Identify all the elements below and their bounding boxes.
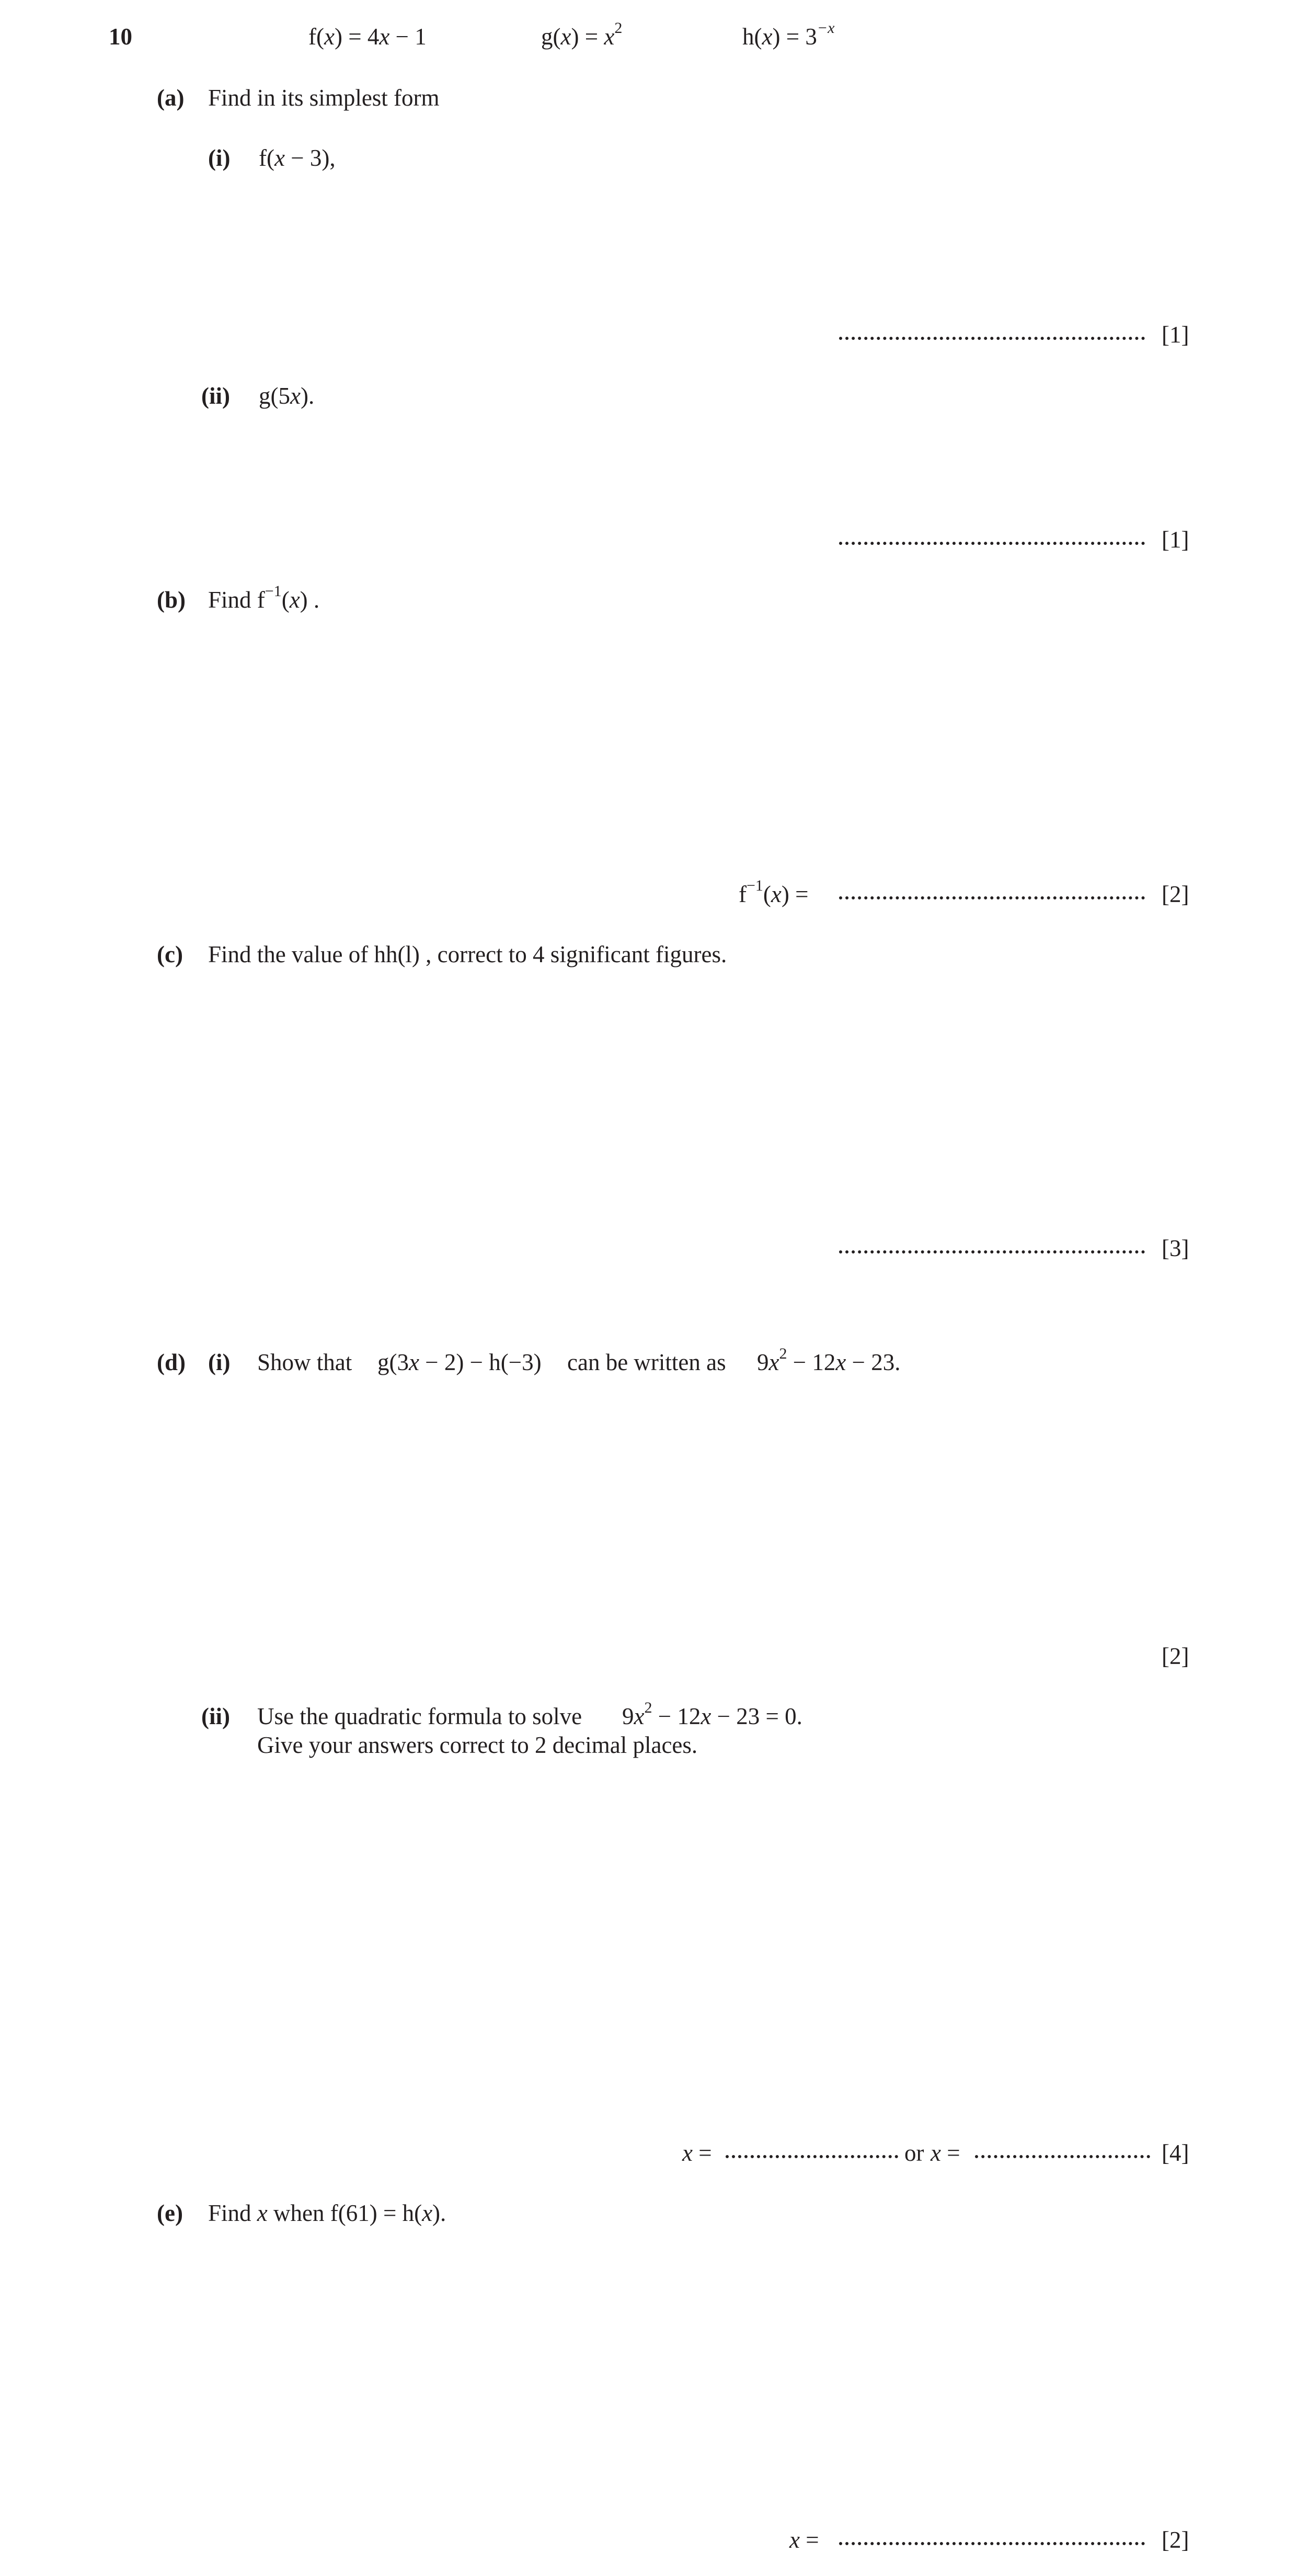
answer-line-d-ii-2[interactable]: [975, 2152, 1150, 2158]
part-d-ii-text: Use the quadratic formula to solve: [257, 1703, 582, 1729]
part-d-ii-equation: $9x^2 - 12x - 23 = 0$.: [622, 1699, 802, 1729]
answer-prefix-e: x =: [789, 2527, 819, 2553]
part-c-text: Find the value of hh(l) , correct to 4 significant figures.: [208, 941, 727, 967]
part-d-ii-instruction: Give your answers correct to 2 decimal places.: [257, 1732, 698, 1758]
part-d-i-label: (i): [208, 1349, 231, 1375]
part-d-i-text: Show that: [257, 1349, 352, 1375]
answer-line-c[interactable]: [839, 1247, 1145, 1253]
answer-line-a-i[interactable]: [839, 334, 1145, 340]
answer-line-a-ii[interactable]: [839, 539, 1145, 545]
answer-prefix-d-ii-1: x =: [682, 2140, 712, 2166]
answer-line-e[interactable]: [839, 2539, 1145, 2545]
mark-a-ii: [1]: [1162, 527, 1189, 553]
answer-prefix-b: $f^{-1}(x)$ =: [739, 877, 809, 907]
part-d-i-mid: can be written as: [567, 1349, 726, 1375]
part-b-label: (b): [157, 587, 186, 613]
answer-prefix-d-ii-2: x =: [931, 2140, 960, 2166]
part-e-text: Find x when f(61) = h(x).: [208, 2200, 446, 2226]
part-d-ii-label: (ii): [201, 1703, 230, 1729]
part-c-label: (c): [157, 941, 183, 967]
question-number: 10: [109, 24, 132, 50]
or-text: or: [904, 2140, 924, 2166]
part-a-i-label: (i): [208, 145, 231, 171]
mark-d-i: [2]: [1162, 1643, 1189, 1669]
answer-line-b[interactable]: [839, 893, 1145, 899]
part-a-text: Find in its simplest form: [208, 85, 440, 111]
answer-line-d-ii-1[interactable]: [726, 2152, 898, 2158]
mark-d-ii: [4]: [1162, 2140, 1189, 2166]
function-f: f(x) = 4x − 1: [308, 24, 427, 50]
part-a-ii-label: (ii): [201, 383, 230, 409]
mark-e: [2]: [1162, 2527, 1189, 2553]
part-d-i-expr2: $9x^2 - 12x - 23$.: [757, 1345, 901, 1375]
part-a-ii-expr: g(5x).: [259, 383, 315, 409]
part-b-text: Find $f^{-1}(x)$ .: [208, 583, 320, 613]
mark-a-i: [1]: [1162, 322, 1189, 348]
function-h: $h(x) = 3^{-x}$: [742, 19, 835, 50]
part-d-i-expr1: g(3x − 2) − h(−3): [377, 1349, 542, 1375]
part-a-label: (a): [157, 85, 185, 111]
mark-c: [3]: [1162, 1235, 1189, 1261]
function-g: $g(x) = x^2$: [541, 19, 623, 50]
part-a-i-expr: f(x − 3),: [259, 145, 336, 171]
mark-b: [2]: [1162, 881, 1189, 907]
part-e-label: (e): [157, 2200, 183, 2226]
part-d-label: (d): [157, 1349, 186, 1375]
